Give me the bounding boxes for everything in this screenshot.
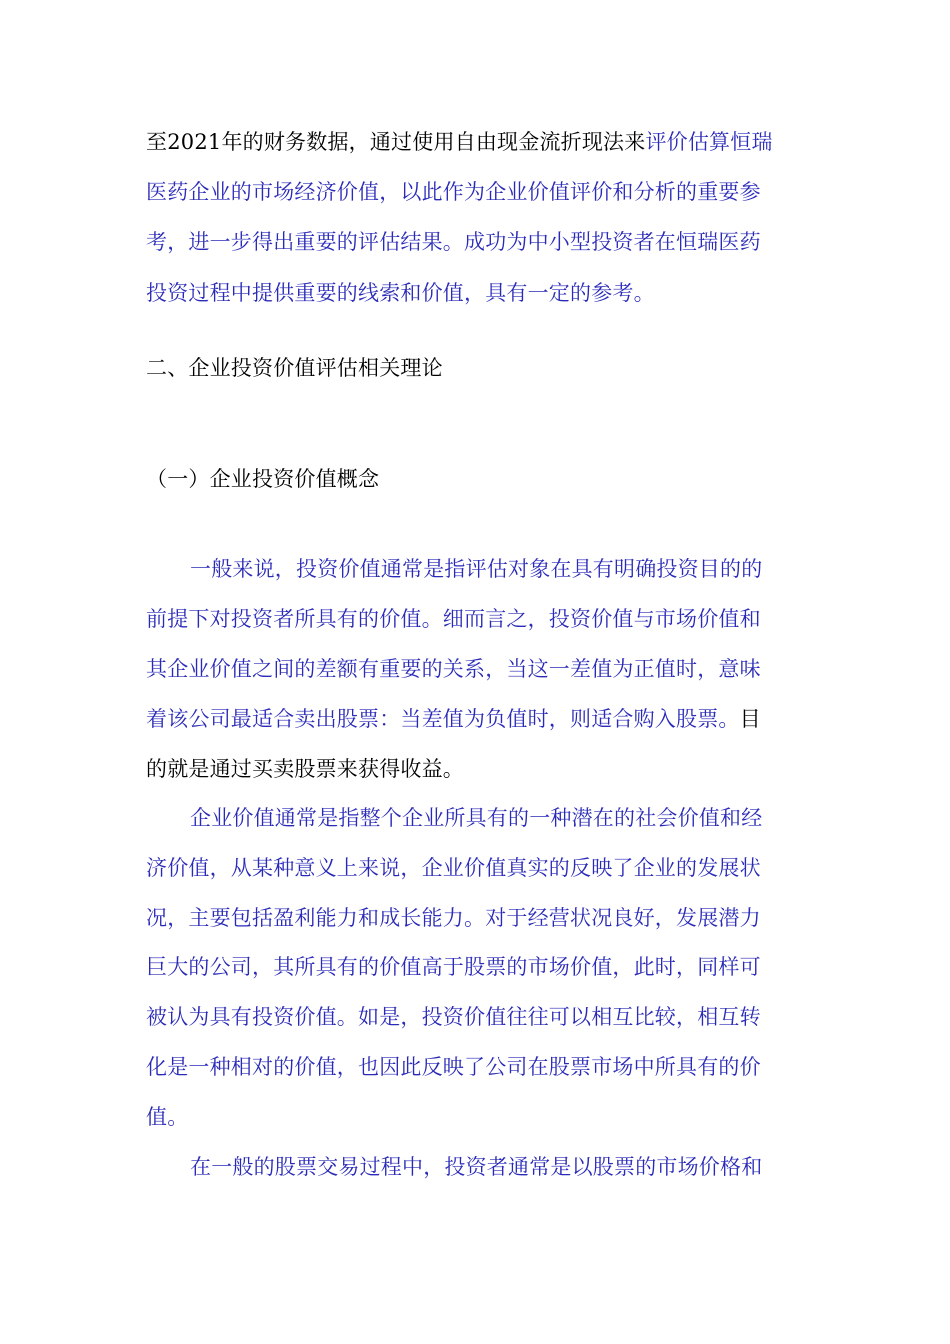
paragraph-2-line-4-blue: 着该公司最适合卖出股票：当差值为负值时，则适合购入股票。 (146, 707, 740, 731)
paragraph-3-line-4: 巨大的公司，其所具有的价值高于股票的市场价值，此时，同样可 (146, 955, 761, 979)
paragraph-4-line-1: 在一般的股票交易过程中，投资者通常是以股票的市场价格和 (190, 1155, 763, 1179)
paragraph-2-line-5: 的就是通过买卖股票来获得收益。 (146, 757, 464, 781)
paragraph-2-line-2: 前提下对投资者所具有的价值。细而言之，投资价值与市场价值和 (146, 607, 761, 631)
section-heading: 二、企业投资价值评估相关理论 (146, 356, 443, 380)
paragraph-3-line-5: 被认为具有投资价值。如是，投资价值往往可以相互比较，相互转 (146, 1005, 761, 1029)
paragraph-3-line-3: 况，主要包括盈利能力和成长能力。对于经营状况良好，发展潜力 (146, 906, 761, 930)
paragraph-3-line-2: 济价值，从某种意义上来说，企业价值真实的反映了企业的发展状 (146, 856, 761, 880)
paragraph-1-line-1-black: 至2021年的财务数据，通过使用自由现金流折现法来 (146, 130, 646, 154)
paragraph-1-line-1 (146, 127, 810, 157)
paragraph-1-line-3: 考，进一步得出重要的评估结果。成功为中小型投资者在恒瑞医药 (146, 230, 761, 254)
paragraph-1-line-2: 医药企业的市场经济价值，以此作为企业价值评价和分析的重要参 (146, 180, 761, 204)
paragraph-3-line-7: 值。 (146, 1105, 189, 1129)
paragraph-2-line-4 (146, 704, 810, 734)
paragraph-2-line-1: 一般来说，投资价值通常是指评估对象在具有明确投资目的的 (190, 557, 763, 581)
subsection-heading: （一）企业投资价值概念 (146, 467, 380, 491)
paragraph-1-line-4: 投资过程中提供重要的线索和价值，具有一定的参考。 (146, 281, 655, 305)
paragraph-2-line-4-black: 目 (739, 707, 761, 731)
paragraph-2-line-3: 其企业价值之间的差额有重要的关系，当这一差值为正值时，意味 (146, 657, 761, 681)
paragraph-1-line-1-blue: 评价估算恒瑞 (645, 130, 773, 154)
paragraph-3-line-6: 化是一种相对的价值，也因此反映了公司在股票市场中所具有的价 (146, 1055, 761, 1079)
paragraph-3-line-1: 企业价值通常是指整个企业所具有的一种潜在的社会价值和经 (190, 806, 763, 830)
